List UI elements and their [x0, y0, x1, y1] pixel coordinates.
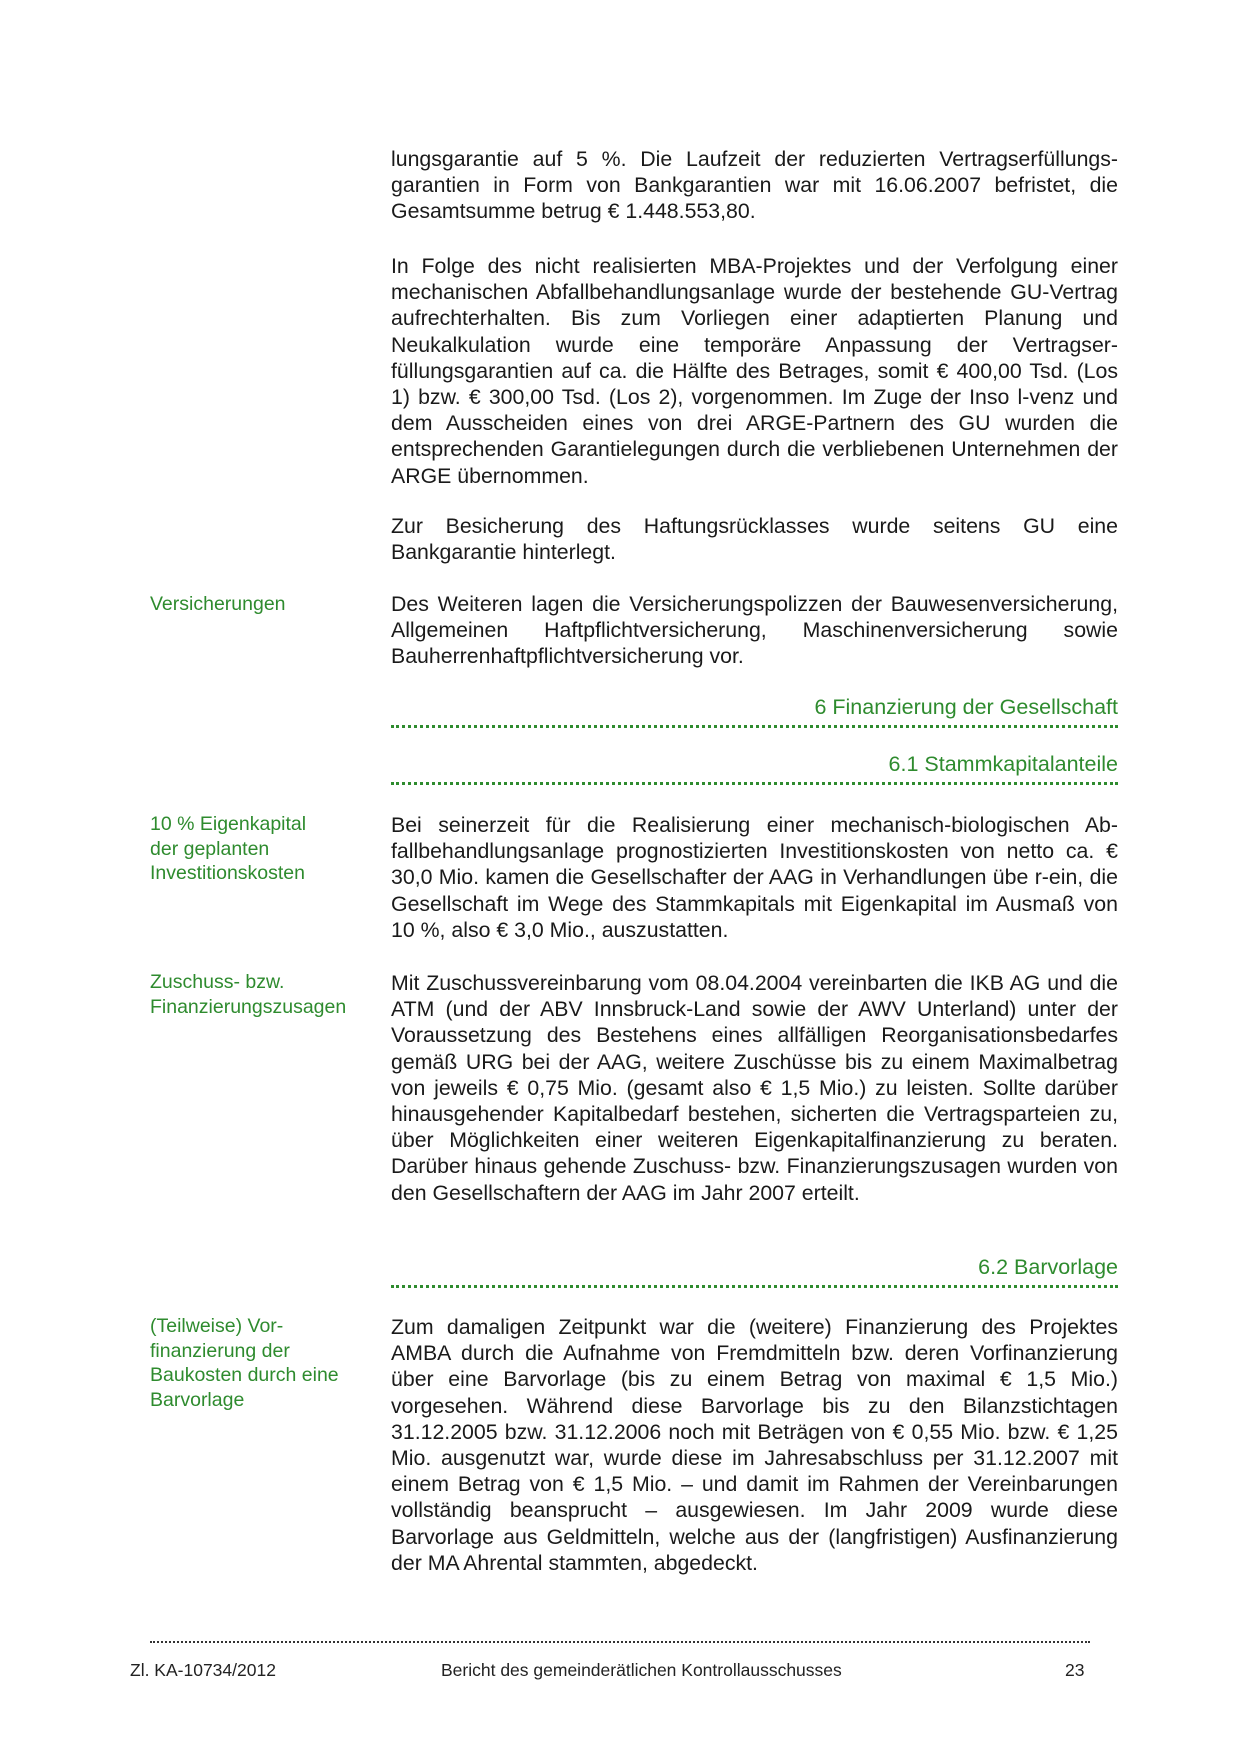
paragraph-barvorlage: Zum damaligen Zeitpunkt war die (weitere) Finanzierung des Projektes AMBA durch die Aufnahme von Fremdmitteln bzw. deren Vorfinanzierung über eine Barvorlage (bis zu einem Betrag von maximal € 1,5 Mio.) vorgesehen. Während diese Barvorlage bis zu den Bilanzstichtagen 31.12.2005 bzw. 31.12.2006 noch mit Beträgen von € 0,55 Mio. bzw. € 1,25 Mio. ausgenutzt war, wurde diese im Jahresabschluss per 31.12.2007 mit einem Betrag von € 1,5 Mio. – und damit im Rahmen der Vereinbarungen vollständig beansprucht – ausgewiesen. Im Jahr 2009 wurde diese Barvorlage aus Geldmitteln, welche aus der (langfristigen) Ausfinanzierung der MA Ahrental stammten, abgedeckt. — [391, 1315, 1118, 1575]
margin-note-line: Finanzierungszusagen — [150, 995, 347, 1018]
margin-note-line: finanzierung der — [150, 1339, 290, 1362]
margin-note-eigenkapital — [150, 812, 380, 886]
paragraph-gu-vertrag: In Folge des nicht realisierten MBA-Projektes und der Verfolgung einer mechanischen Abfallbehandlungsanlage wurde der bestehende GU-Vertrag aufrechterhalten. Bis zum Vorliegen einer adaptierten Planung und Neukalkulation wurde eine temporäre Anpassung der Vertragserfüllungsgarantien auf ca. die Hälfte des Betrages, somit € 400,00 Tsd. (Los 1) bzw. € 300,00 Tsd. (Los 2), vorgenommen. Im Zuge der Inso l-venz und dem Ausscheiden eines von drei ARGE-Partnern des GU wurden die entsprechenden Garantielegungen durch die verbliebenen Unternehmen der ARGE übernommen. — [391, 254, 1118, 488]
section-heading-6: 6 Finanzierung der Gesellschaft — [814, 695, 1118, 719]
margin-note-line: (Teilweise) Vor- — [150, 1315, 284, 1337]
margin-note-line: Zuschuss- bzw. — [150, 971, 285, 993]
section-heading-6-1: 6.1 Stammkapitalanteile — [888, 752, 1118, 776]
section-heading-6-2: 6.2 Barvorlage — [978, 1255, 1118, 1279]
footer-reference: Zl. KA-10734/2012 — [130, 1660, 276, 1680]
heading-rule — [391, 1285, 1118, 1288]
footer-title: Bericht des gemeinderätlichen Kontrollausschusses — [441, 1660, 842, 1680]
footer-rule — [150, 1641, 1090, 1643]
margin-note-line: der geplanten — [150, 837, 270, 860]
margin-note-line: Barvorlage — [150, 1388, 245, 1411]
paragraph-versicherungen: Des Weiteren lagen die Versicherungspolizzen der Bauwesenversicherung, Allgemeinen Haftpflichtversicherung, Maschinenversicherung sowie Bauherrenhaftpflichtversicherung vor. — [391, 592, 1118, 669]
margin-note-line: 10 % Eigenkapital — [150, 813, 307, 835]
margin-note-line: Baukosten durch eine — [150, 1364, 339, 1386]
margin-note-barvorlage — [150, 1314, 380, 1412]
margin-note-versicherungen: Versicherungen — [150, 593, 286, 615]
page-number: 23 — [1065, 1660, 1085, 1680]
margin-note-line: Investitionskosten — [150, 862, 306, 884]
margin-note-zuschuss — [150, 970, 380, 1019]
paragraph-garantie-laufzeit: lungsgarantie auf 5 %. Die Laufzeit der reduzierten Vertragserfüllungsgarantien in Form von Bankgarantien war mit 16.06.2007 befristet, die Gesamtsumme betrug € 1.448.553,80. — [391, 147, 1118, 224]
paragraph-haftungsruecklass: Zur Besicherung des Haftungsrücklasses wurde seitens GU eine Bankgarantie hinterlegt. — [391, 514, 1118, 565]
heading-rule — [391, 782, 1118, 785]
paragraph-zuschussvereinbarung: Mit Zuschussvereinbarung vom 08.04.2004 vereinbarten die IKB AG und die ATM (und der ABV Innsbruck-Land sowie der AWV Unterland) unter der Voraussetzung des Bestehens eines allfälligen Reorganisationsbedarfes gemäß URG bei der AAG, weitere Zuschüsse bis zu einem Maximalbetrag von jeweils € 0,75 Mio. (gesamt also € 1,5 Mio.) zu leisten. Sollte darüber hinausgehender Kapitalbedarf bestehen, sicherten die Vertragsparteien zu, über Möglichkeiten einer weiteren Eigenkapitalfinanzierung zu beraten. Darüber hinaus gehende Zuschuss- bzw. Finanzierungszusagen wurden von den Gesellschaftern der AAG im Jahr 2007 erteilt. — [391, 971, 1118, 1205]
heading-rule — [391, 725, 1118, 728]
paragraph-stammkapital: Bei seinerzeit für die Realisierung einer mechanisch-biologischen Abfallbehandlungsanlage prognostizierten Investitionskosten von netto ca. € 30,0 Mio. kamen die Gesellschafter der AAG in Verhandlungen übe r-ein, die Gesellschaft im Wege des Stammkapitals mit Eigenkapital im Ausmaß von 10 %, also € 3,0 Mio., auszustatten. — [391, 813, 1118, 942]
